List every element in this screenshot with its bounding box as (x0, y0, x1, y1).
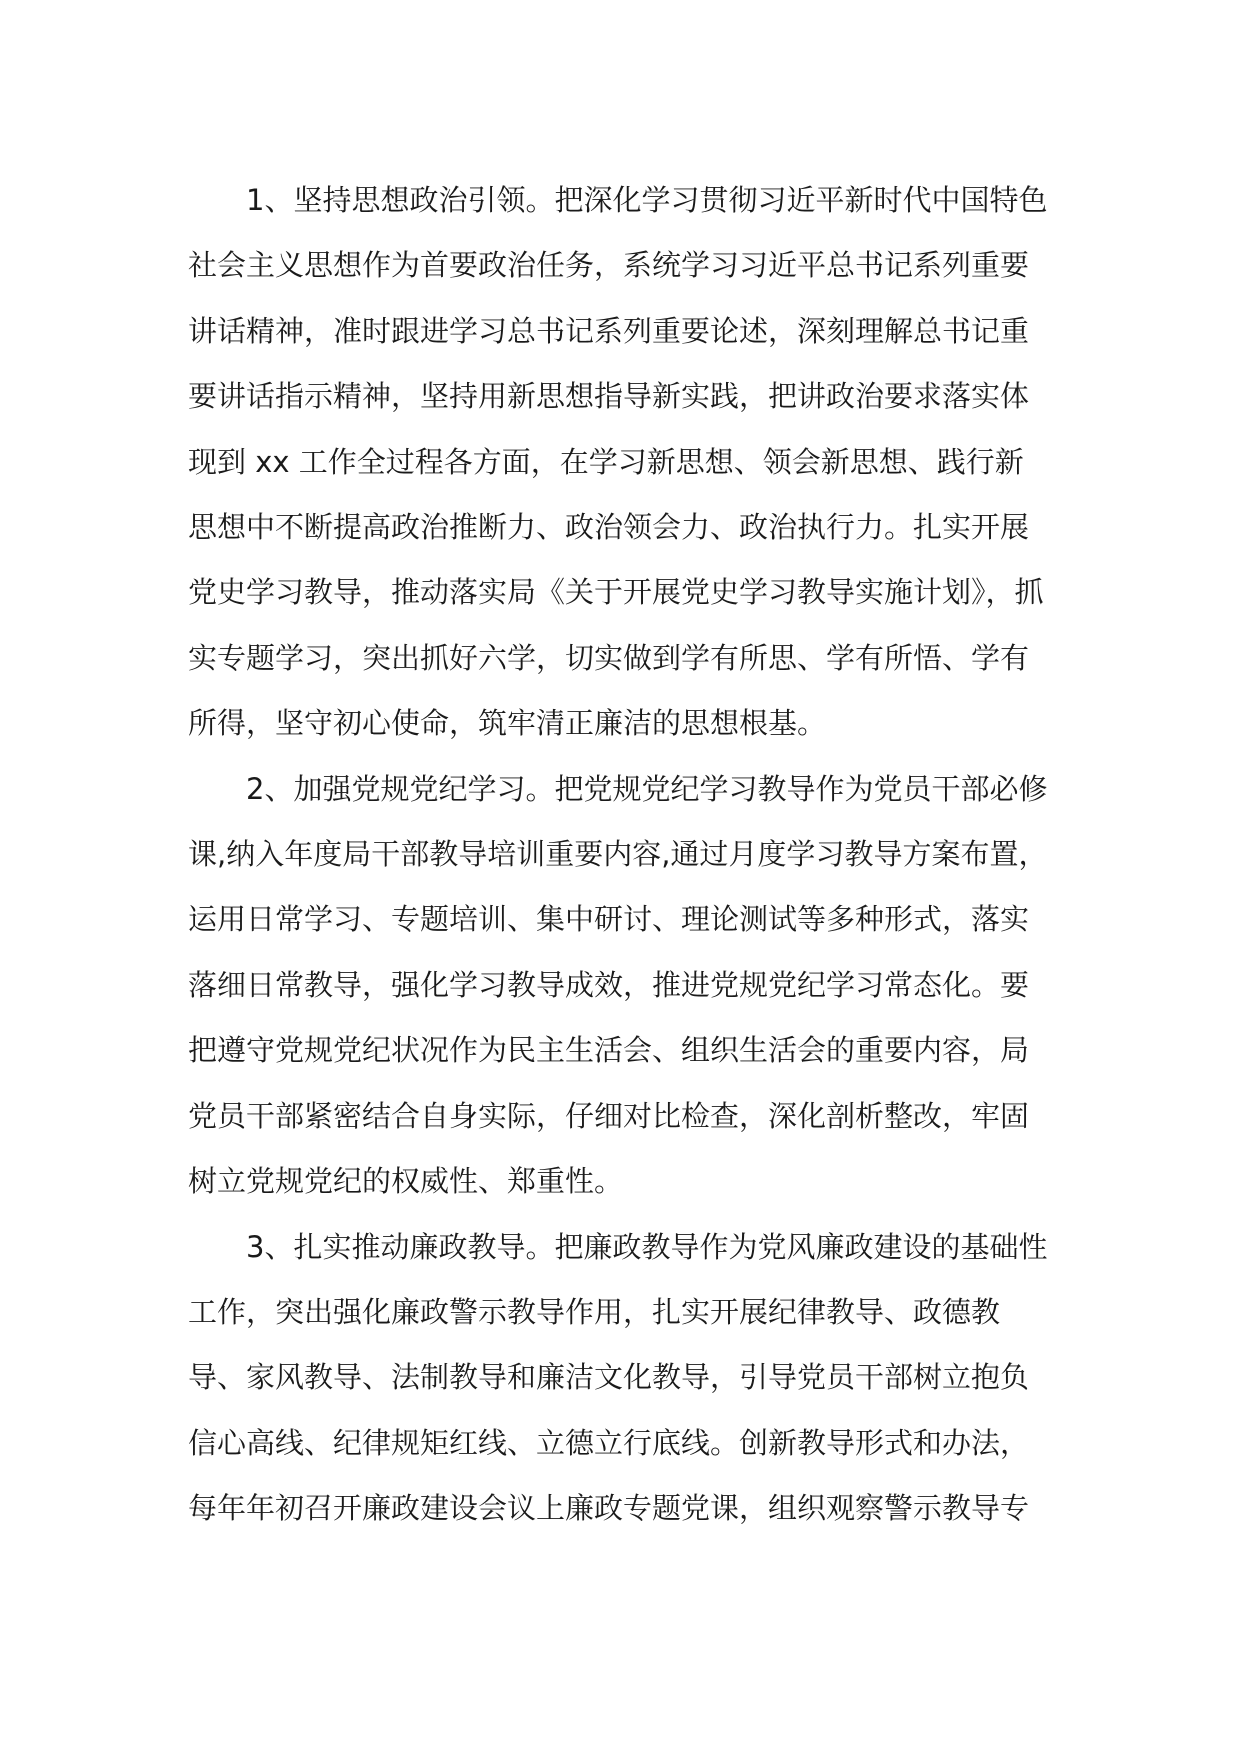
document-body (188, 168, 1050, 1542)
paragraph-party-discipline-study: 2、加强党规党纪学习。把党规党纪学习教导作为党员干部必修课,纳入年度局干部教导培训重要内容,通过月度学习教导方案布置，运用日常学习、专题培训、集中研讨、理论测试等多种形式，落实落细日常教导，强化学习教导成效，推进党规党纪学习常态化。要把遵守党规党纪状况作为民主生活会、组织生活会的重要内容，局党员干部紧密结合自身实际，仔细对比检查，深化剖析整改，牢固树立党规党纪的权威性、郑重性。 (188, 771, 1048, 1199)
paragraph-ideological-guidance: 1、坚持思想政治引领。把深化学习贯彻习近平新时代中国特色社会主义思想作为首要政治任务，系统学习习近平总书记系列重要讲话精神，准时跟进学习总书记系列重要论述，深刻理解总书记重要讲话指示精神，坚持用新思想指导新实践，把讲政治要求落实体现到 xx 工作全过程各方面，在学习新思想、领会新思想、践行新思想中不断提高政治推断力、政治领会力、政治执行力。扎实开展党史学习教导，推动落实局《关于开展党史学习教导实施计划》，抓实专题学习，突出抓好六学，切实做到学有所思、学有所悟、学有所得，坚守初心使命，筑牢清正廉洁的思想根基。 (188, 183, 1048, 741)
paragraph-integrity-education: 3、扎实推动廉政教导。把廉政教导作为党风廉政建设的基础性工作，突出强化廉政警示教导作用，扎实开展纪律教导、政德教导、家风教导、法制教导和廉洁文化教导，引导党员干部树立抱负信心高线、纪律规矩红线、立德立行底线。创新教导形式和办法，每年年初召开廉政建设会议上廉政专题党课，组织观察警示教导专 (188, 1229, 1048, 1526)
